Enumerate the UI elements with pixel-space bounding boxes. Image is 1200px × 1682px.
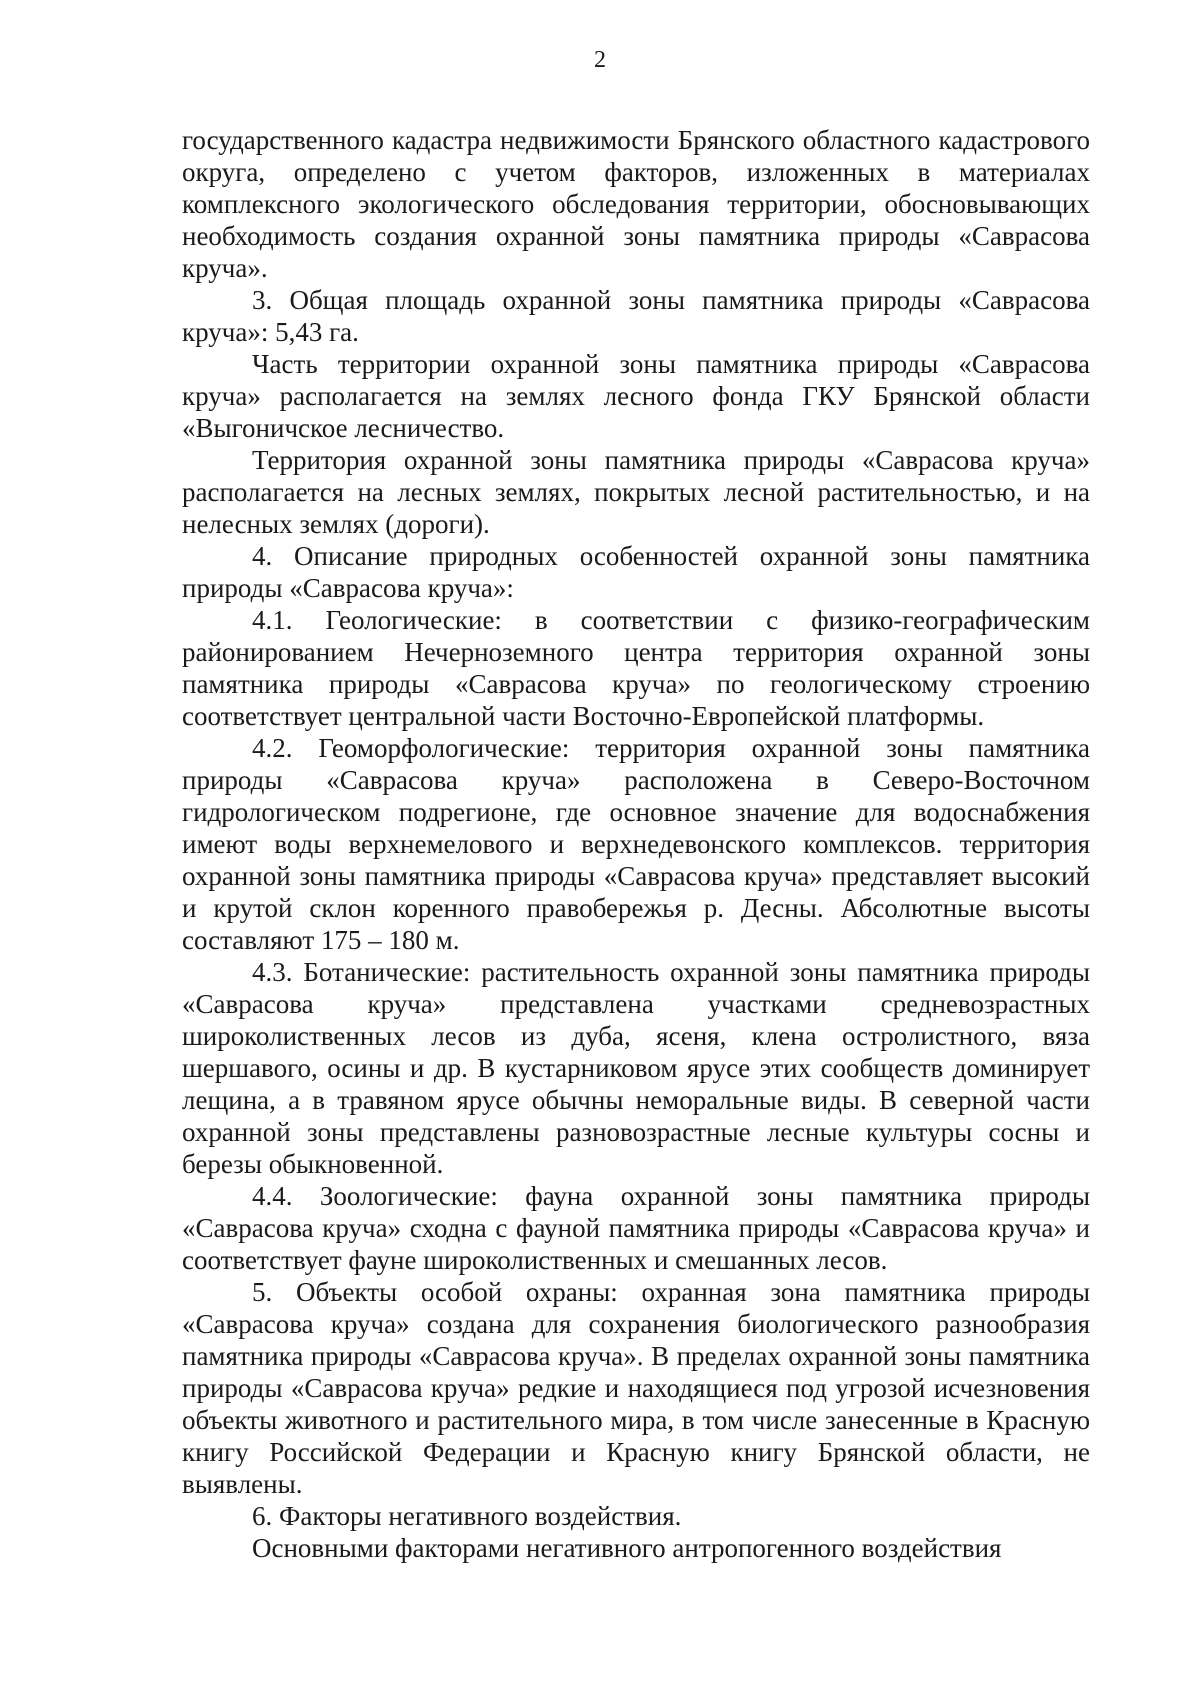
paragraph-section-4-2-geomorphology: 4.2. Геоморфологические: территория охранной зоны памятника природы «Саврасова круча» расположена в Северо-Восточном гидрологическом подрегионе, где основное значение для водоснабжения имеют воды верхнемелового и верхнедевонского комплексов. территория охранной зоны памятника природы «Саврасова круча» представляет высокий и крутой склон коренного правобережья р. Десны. Абсолютные высоты составляют 175 – 180 м. bbox=[182, 733, 1090, 955]
paragraph-section-4-description: 4. Описание природных особенностей охранной зоны памятника природы «Саврасова круча»: bbox=[182, 541, 1090, 603]
paragraph-forest-fund-part: Часть территории охранной зоны памятника природы «Саврасова круча» располагается на землях лесного фонда ГКУ Брянской области «Выгоничское лесничество. bbox=[182, 349, 1090, 443]
page-number: 2 bbox=[594, 47, 606, 73]
paragraph-territory-lands: Территория охранной зоны памятника природы «Саврасова круча» располагается на лесных землях, покрытых лесной растительностью, и на нелесных землях (дороги). bbox=[182, 445, 1090, 539]
paragraph-section-4-3-botany: 4.3. Ботанические: растительность охранной зоны памятника природы «Саврасова круча» представлена участками средневозрастных широколиственных лесов из дуба, ясеня, клена остролистного, вяза шершавого, осины и др. В кустарниковом ярусе этих сообществ доминирует лещина, а в травяном ярусе обычны неморальные виды. В северной части охранной зоны представлены разновозрастные лесные культуры сосны и березы обыкновенной. bbox=[182, 957, 1090, 1179]
paragraph-cadastre-continuation: государственного кадастра недвижимости Брянского областного кадастрового округа, определено с учетом факторов, изложенных в материалах комплексного экологического обследования территории, обосновывающих необходимость создания охранной зоны памятника природы «Саврасова круча». bbox=[182, 125, 1090, 283]
paragraph-section-5-protection-objects: 5. Объекты особой охраны: охранная зона памятника природы «Саврасова круча» создана для сохранения биологического разнообразия памятника природы «Саврасова круча». В пределах охранной зоны памятника природы «Саврасова круча» редкие и находящиеся под угрозой исчезновения объекты животного и растительного мира, в том числе занесенные в Красную книгу Российской Федерации и Красную книгу Брянской области, не выявлены. bbox=[182, 1277, 1090, 1499]
paragraph-section-4-1-geology: 4.1. Геологические: в соответствии с физико-географическим районированием Нечерноземного центра территория охранной зоны памятника природы «Саврасова круча» по геологическому строению соответствует центральной части Восточно-Европейской платформы. bbox=[182, 605, 1090, 731]
paragraph-section-6-heading: 6. Факторы негативного воздействия. bbox=[252, 1501, 682, 1531]
paragraph-negative-factors-start: Основными факторами негативного антропогенного воздействия bbox=[252, 1533, 1002, 1563]
document-body bbox=[182, 124, 1090, 1564]
paragraph-section-3-area: 3. Общая площадь охранной зоны памятника природы «Саврасова круча»: 5,43 га. bbox=[182, 285, 1090, 347]
paragraph-section-4-4-zoology: 4.4. Зоологические: фауна охранной зоны памятника природы «Саврасова круча» сходна с фауной памятника природы «Саврасова круча» и соответствует фауне широколиственных и смешанных лесов. bbox=[182, 1181, 1090, 1275]
